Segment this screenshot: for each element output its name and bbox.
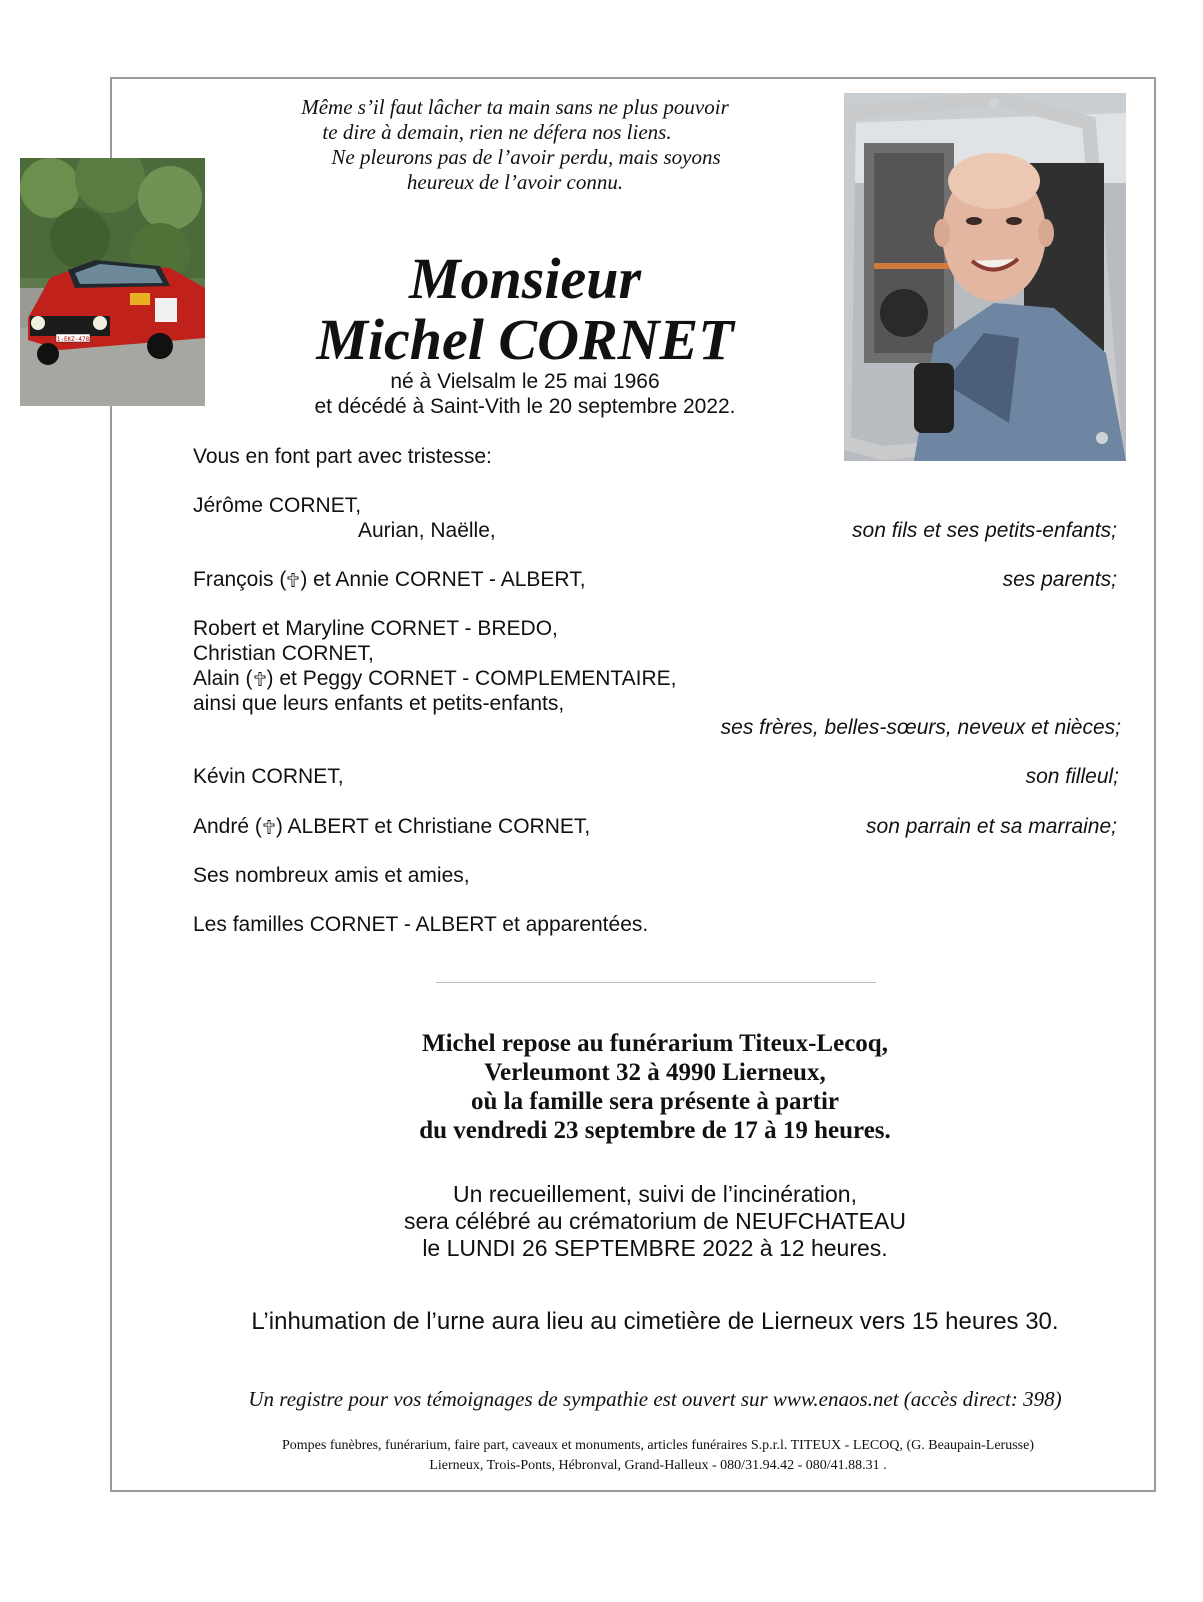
families-line: Les familles CORNET - ALBERT et apparentées. bbox=[193, 913, 649, 936]
ceremony-line: le LUNDI 26 SEPTEMBRE 2022 à 12 heures. bbox=[422, 1235, 888, 1261]
visitation-line: Michel repose au funérarium Titeux-Lecoq, bbox=[422, 1030, 888, 1057]
ceremony-line: Un recueillement, suivi de l’incinération, bbox=[453, 1181, 857, 1207]
inhumation-info: L’inhumation de l’urne aura lieu au cimetière de Lierneux vers 15 heures 30. bbox=[251, 1308, 1059, 1335]
footer-line: Pompes funèbres, funérarium, faire part, caveaux et monuments, articles funéraires S.p.r.l. TITEUX - LECOQ, (G. Beaupain-Lerusse) bbox=[282, 1438, 1034, 1453]
footer-line: Lierneux, Trois-Ponts, Hébronval, Grand-Halleux - 080/31.94.42 - 080/41.88.31 . bbox=[429, 1458, 887, 1473]
quote-line: Ne pleurons pas de l’avoir perdu, mais soyons bbox=[331, 145, 721, 169]
funeral-home-footer bbox=[160, 1436, 1156, 1476]
sibling-line: ainsi que leurs enfants et petits-enfants, bbox=[193, 692, 565, 715]
announcement-intro: Vous en font part avec tristesse: bbox=[193, 445, 492, 468]
godson-relation: son filleul; bbox=[1025, 765, 1119, 788]
quote-line: heureux de l’avoir connu. bbox=[406, 170, 624, 194]
siblings-relation: ses frères, belles-sœurs, neveux et nièces; bbox=[720, 716, 1121, 739]
birth-line: né à Vielsalm le 25 mai 1966 bbox=[390, 370, 660, 393]
condolence-registry: Un registre pour vos témoignages de sympathie est ouvert sur www.enaos.net (accès direct: 398) bbox=[248, 1387, 1062, 1411]
cross-in-circle-icon bbox=[286, 572, 300, 588]
visitation-line: Verleumont 32 à 4990 Lierneux, bbox=[484, 1059, 826, 1086]
section-divider bbox=[436, 982, 876, 983]
honorific: Monsieur bbox=[408, 246, 642, 311]
sibling-line: Christian CORNET, bbox=[193, 642, 374, 665]
sibling-line bbox=[193, 666, 677, 691]
birth-death-dates bbox=[250, 369, 800, 419]
visitation-line: où la famille sera présente à partir bbox=[471, 1088, 839, 1115]
parents-after: ) et Annie CORNET - ALBERT, bbox=[300, 568, 586, 591]
rally-car-photo bbox=[20, 158, 205, 406]
grandchildren-names: Aurian, Naëlle, bbox=[358, 519, 496, 542]
parents-line bbox=[193, 567, 586, 592]
godparents-before: André ( bbox=[193, 815, 262, 838]
sibling-after: ) et Peggy CORNET - COMPLEMENTAIRE, bbox=[266, 667, 677, 690]
godparents-relation: son parrain et sa marraine; bbox=[866, 815, 1117, 838]
godparents-line bbox=[193, 814, 590, 839]
visitation-line: du vendredi 23 septembre de 17 à 19 heures. bbox=[419, 1117, 891, 1144]
son-name: Jérôme CORNET, bbox=[193, 494, 362, 517]
sibling-line: Robert et Maryline CORNET - BREDO, bbox=[193, 617, 558, 640]
ceremony-info bbox=[355, 1181, 955, 1262]
quote-line: Même s’il faut lâcher ta main sans ne plus pouvoir bbox=[301, 95, 729, 119]
car-plate: 1-EKZ-478 bbox=[56, 336, 90, 343]
friends-line: Ses nombreux amis et amies, bbox=[193, 864, 470, 887]
cross-in-circle-icon bbox=[262, 819, 276, 835]
deceased-name: Michel CORNET bbox=[316, 307, 734, 372]
parents-relation: ses parents; bbox=[1002, 568, 1117, 591]
portrait-photo bbox=[844, 93, 1126, 461]
godparents-after: ) ALBERT et Christiane CORNET, bbox=[275, 815, 591, 838]
memorial-quote bbox=[270, 95, 760, 195]
ceremony-line: sera célébré au crématorium de NEUFCHATEAU bbox=[404, 1208, 906, 1234]
cross-in-circle-icon bbox=[253, 671, 267, 687]
parents-before: François ( bbox=[193, 568, 287, 591]
son-relation: son fils et ses petits-enfants; bbox=[852, 519, 1117, 542]
quote-line: te dire à demain, rien ne défera nos liens. bbox=[322, 120, 672, 144]
visitation-info bbox=[355, 1029, 955, 1145]
death-line: et décédé à Saint-Vith le 20 septembre 2022. bbox=[314, 395, 736, 418]
sibling-before: Alain ( bbox=[193, 667, 253, 690]
godson-name: Kévin CORNET, bbox=[193, 765, 344, 788]
